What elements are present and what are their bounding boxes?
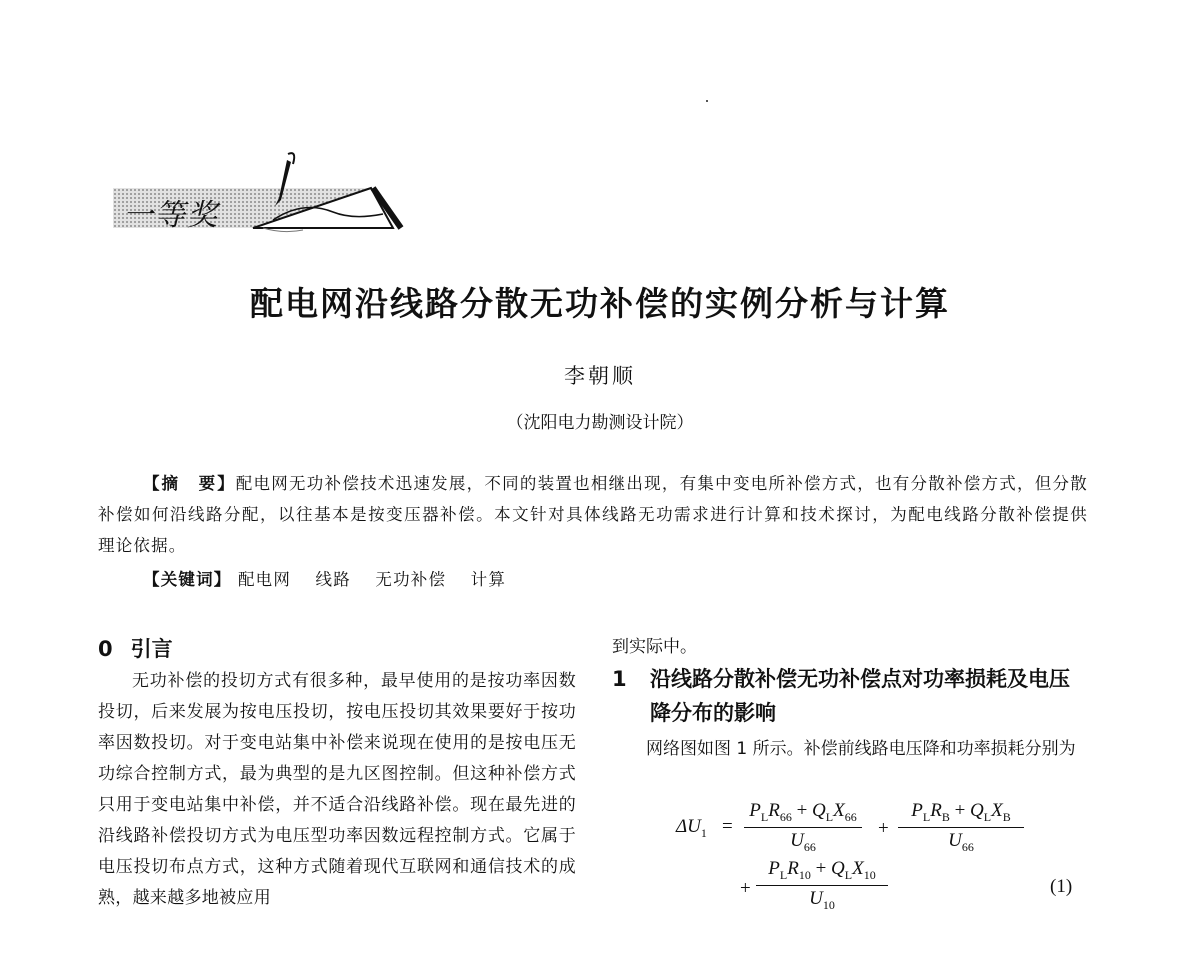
- eq-term-2: $P_LR_B + Q_LX_B$ $U_{66}$: [898, 800, 1024, 855]
- section-title: 引言: [130, 637, 173, 661]
- keyword: 线路: [315, 570, 351, 589]
- continued-text: 到实际中。: [612, 637, 697, 657]
- scan-speck: [706, 100, 708, 102]
- keyword: 无功补偿: [375, 570, 447, 589]
- section-number: 0: [98, 637, 113, 661]
- keywords: [143, 566, 524, 590]
- equation-number: (1): [1050, 876, 1073, 897]
- author-name: 李朝顺: [564, 364, 636, 388]
- left-column: [98, 632, 576, 966]
- eq-lhs: $\Delta U_1$: [676, 816, 707, 840]
- keyword: 计算: [470, 570, 507, 589]
- section-title: 沿线路分散补偿无功补偿点对功率损耗及电压降分布的影响: [650, 667, 1070, 725]
- eq-term-1: $P_LR_{66} + Q_LX_{66}$ $U_{66}$: [744, 800, 862, 855]
- eq-equals: =: [722, 816, 733, 837]
- eq-term-3: $P_LR_{10} + Q_LX_{10}$ $U_{10}$: [756, 858, 888, 913]
- eq-plus: +: [878, 818, 889, 839]
- section-1-heading: [612, 662, 1090, 730]
- author-affiliation: （沈阳电力勘测设计院）: [506, 413, 694, 433]
- keywords-label: 【关键词】: [143, 570, 232, 589]
- eq-plus: +: [740, 878, 751, 899]
- keyword: 配电网: [237, 570, 292, 589]
- paper-title: 配电网沿线路分散无功补偿的实例分析与计算: [250, 284, 950, 323]
- section-0-heading: [98, 632, 576, 666]
- abstract: [98, 468, 1088, 561]
- section-0-body: 无功补偿的投切方式有很多种，最早使用的是按功率因数投切，后来发展为按电压投切，按电压投切其效果要好于按功率因数投切。对于变电站集中补偿来说现在使用的是按电压无功综合控制方式，最为典型的是九区图控制。但这种补偿方式只用于变电站集中补偿，并不适合沿线路补偿。现在最先进的沿线路补偿投切方式为电压型功率因数远程控制方式。它属于电压投切布点方式，这种方式随着现代互联网和通信技术的成熟，越来越多地被应用: [98, 671, 576, 908]
- section-number: 1: [612, 667, 627, 691]
- abstract-text: 配电网无功补偿技术迅速发展，不同的装置也相继出现，有集中变电所补偿方式，也有分散补偿方式，但分散补偿如何沿线路分配，以往基本是按变压器补偿。本文针对具体线路无功需求进行计算和技术探讨，为配电线路分散补偿提供理论依据。: [98, 474, 1088, 555]
- award-banner: [113, 150, 413, 245]
- right-column: [612, 632, 1090, 765]
- abstract-label: 【摘 要】: [143, 474, 236, 493]
- award-label: 一等奖: [123, 198, 219, 233]
- pen-icon: [233, 150, 413, 245]
- section-1-body: 网络图如图 1 所示。补偿前线路电压降和功率损耗分别为: [646, 739, 1076, 759]
